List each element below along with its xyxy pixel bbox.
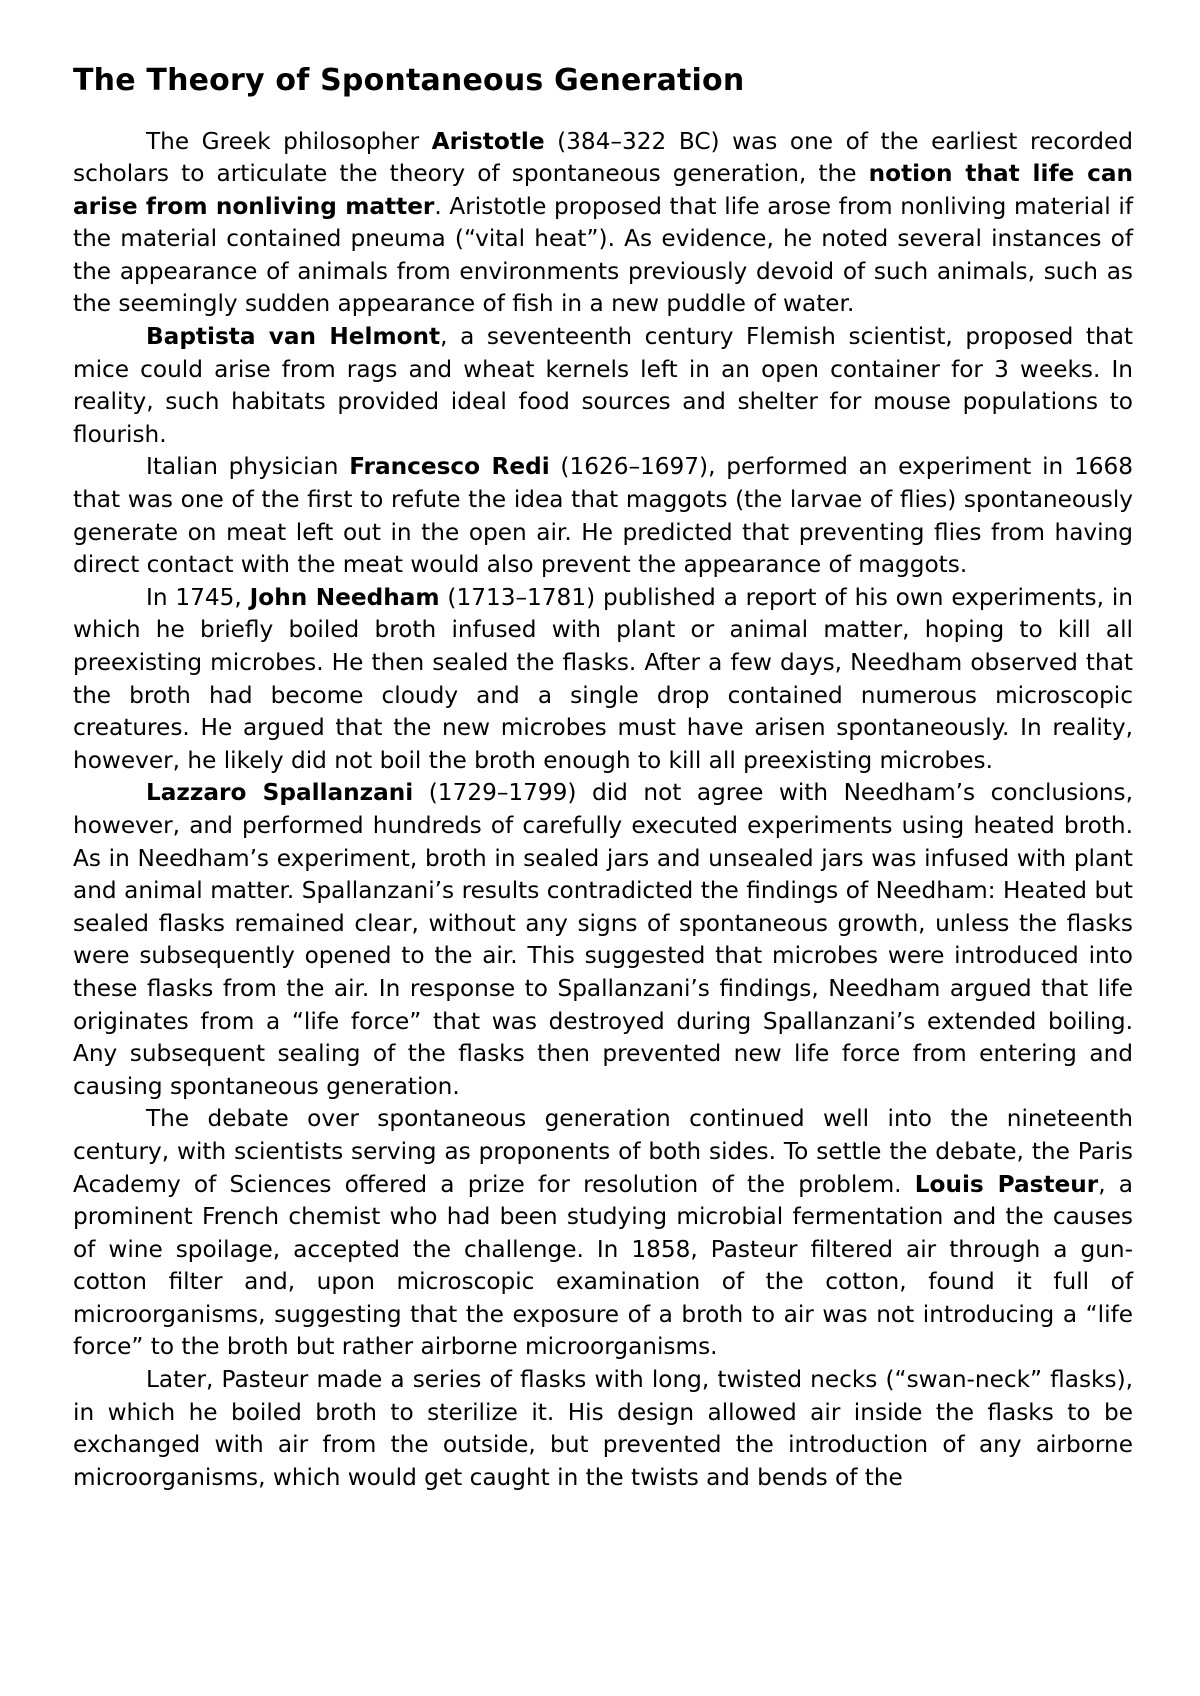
paragraph-text: (1729–1799) did not agree with Needham’s conclusions, however, and performed hundreds of carefully executed experiments using heated broth. As in Needham’s experiment, broth in sealed jars and unsealed jars was infused with plant and animal matter. Spallanzani’s results contradicted the findings of Needham: Heated but sealed flasks remained clear, without any signs of spontaneous growth, unless the flasks were subsequently opened to the air. This suggested that microbes were introduced into these flasks from the air. In response to Spallanzani’s findings, Needham argued that life originates from a “life force” that was destroyed during Spallanzani’s extended boiling. Any subsequent sealing of the flasks then prevented new life force from entering and causing spontaneous generation.: [73, 779, 1134, 1100]
bold-term: Baptista van Helmont: [146, 323, 441, 351]
bold-term: John Needham: [249, 583, 440, 611]
paragraph-text: , a seventeenth century Flemish scientist, proposed that mice could arise from rags and wheat kernels left in an open container for 3 weeks. In reality, such habitats provided ideal food sources and shelter for mouse populations to flourish.: [73, 323, 1133, 448]
paragraph-van-helmont: [73, 321, 1133, 451]
paragraph-spallanzani: [73, 777, 1133, 1103]
bold-term: notion that life can arise from nonliving matter: [73, 160, 1134, 220]
bold-term: Aristotle: [431, 127, 545, 155]
paragraph-pasteur-prize: [73, 1103, 1133, 1364]
paragraph-text: (1713–1781) published a report of his own experiments, in which he briefly boiled broth infused with plant or animal matter, hoping to kill all preexisting microbes. He then sealed the flasks. After a few days, Needham observed that the broth had become cloudy and a single drop contained numerous microscopic creatures. He argued that the new microbes must have arisen spontaneously. In reality, however, he likely did not boil the broth enough to kill all preexisting microbes.: [73, 583, 1133, 774]
document-page: [73, 62, 1133, 1494]
bold-term: Lazzaro Spallanzani: [146, 779, 414, 807]
paragraph-text: The Greek philosopher: [146, 127, 432, 155]
paragraph-aristotle: [73, 126, 1133, 322]
bold-term: Louis Pasteur: [914, 1170, 1099, 1198]
paragraph-text: Later, Pasteur made a series of flasks with long, twisted necks (“swan-neck” flasks), in which he boiled broth to sterilize it. His design allowed air inside the flasks to be exchanged with air from the outside, but prevented the introduction of any airborne microorganisms, which would get caught in the twists and bends of the: [73, 1366, 1133, 1491]
bold-term: Francesco Redi: [349, 453, 550, 481]
paragraph-text: Italian physician: [146, 453, 350, 481]
paragraph-text: (384–322 BC) was one of the earliest recorded scholars to articulate the theory of spontaneous generation, the: [73, 127, 1133, 188]
paragraph-text: , a prominent French chemist who had been studying microbial fermentation and the causes of wine spoilage, accepted the challenge. In 1858, Pasteur filtered air through a gun-cotton filter and, upon microscopic examination of the cotton, found it full of microorganisms, suggesting that the exposure of a broth to air was not introducing a “life force” to the broth but rather airborne microorganisms.: [73, 1170, 1134, 1361]
paragraph-redi: [73, 451, 1133, 581]
paragraph-swan-neck: [73, 1364, 1133, 1494]
paragraph-text: In 1745,: [146, 583, 250, 611]
document-body: [73, 126, 1133, 1495]
paragraph-needham: [73, 582, 1133, 778]
paragraph-text: The debate over spontaneous generation continued well into the nineteenth century, with scientists serving as proponents of both sides. To settle the debate, the Paris Academy of Sciences offered a prize for resolution of the problem.: [73, 1105, 1133, 1198]
document-title: The Theory of Spontaneous Generation: [73, 63, 745, 98]
paragraph-text: (1626–1697), performed an experiment in 1668 that was one of the first to refute the idea that maggots (the larvae of flies) spontaneously generate on meat left out in the open air. He predicted that preventing flies from having direct contact with the meat would also prevent the appearance of maggots.: [73, 453, 1133, 579]
paragraph-text: . Aristotle proposed that life arose from nonliving material if the material contained pneuma (“vital heat”). As evidence, he noted several instances of the appearance of animals from environments previously devoid of such animals, such as the seemingly sudden appearance of fish in a new puddle of water.: [73, 192, 1133, 318]
